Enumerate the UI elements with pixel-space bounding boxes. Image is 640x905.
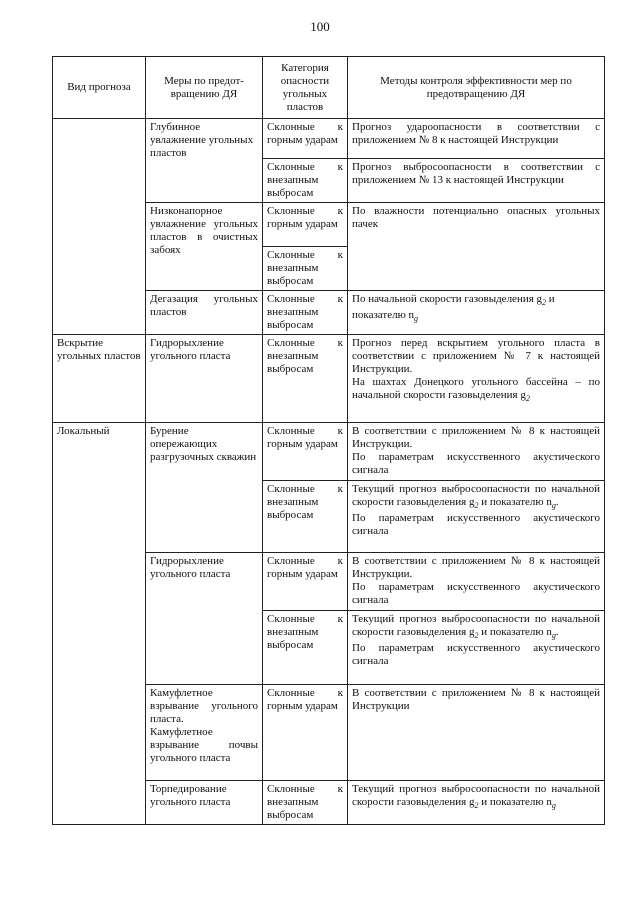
method-cell: По начальной скорости газовыделения $g_2$ и показателю $n_g$ [348, 291, 605, 335]
method-cell: Прогноз перед вскрытием угольного пласта в соответствии с приложением № 7 к настоящей Инструкции. На шахтах Донецкого угольного бассейна – по начальной скорости газовыделения $g_2$ [348, 335, 605, 423]
method-cell: Прогноз удароопасности в соответствии с приложением № 8 к настоящей Инструкции [348, 119, 605, 159]
category-cell: Склонные к внезапным выбросам [263, 611, 348, 685]
category-cell: Склонные к внезапным выбросам [263, 247, 348, 291]
header-forecast-type: Вид прогноза [53, 57, 146, 119]
method-cell: В соответствии с приложением № 8 к настоящей Инструкции. По параметрам искусственного акустического сигнала [348, 423, 605, 481]
category-cell: Склонные к внезапным выбросам [263, 159, 348, 203]
header-measures: Меры по предот-вращению ДЯ [146, 57, 263, 119]
measure-cell: Торпедирование угольного пласта [146, 781, 263, 825]
type-cell-empty [53, 119, 146, 335]
category-cell: Склонные к внезапным выбросам [263, 335, 348, 423]
category-cell: Склонные к горным ударам [263, 685, 348, 781]
category-cell: Склонные к внезапным выбросам [263, 291, 348, 335]
measure-cell: Камуфлетное взрывание угольного пласта. Камуфлетное взрывание почвы угольного пласта [146, 685, 263, 781]
forecast-table [52, 56, 605, 825]
measure-cell: Бурение опережающих разгрузочных скважин [146, 423, 263, 553]
header-category: Категория опасности угольных пластов [263, 57, 348, 119]
category-cell: Склонные к внезапным выбросам [263, 481, 348, 553]
table-row [53, 119, 605, 159]
method-cell: Текущий прогноз выбросоопасности по начальной скорости газовыделения $g_2$ и показателю $n_g$. По параметрам искусственного акустического сигнала [348, 611, 605, 685]
category-cell: Склонные к внезапным выбросам [263, 781, 348, 825]
method-cell: По влажности потенциально опасных угольных пачек [348, 203, 605, 291]
type-cell: Вскрытие угольных пластов [53, 335, 146, 423]
type-cell: Локальный [53, 423, 146, 825]
method-cell: В соответствии с приложением № 8 к настоящей Инструкции. По параметрам искусственного акустического сигнала [348, 553, 605, 611]
measure-cell: Гидрорыхление угольного пласта [146, 335, 263, 423]
method-cell: Текущий прогноз выбросоопасности по начальной скорости газовыделения $g_2$ и показателю $n_g$. По параметрам искусственного акустического сигнала [348, 481, 605, 553]
category-cell: Склонные к горным ударам [263, 423, 348, 481]
category-cell: Склонные к горным ударам [263, 553, 348, 611]
measure-cell: Низконапорное увлажнение угольных пластов в очистных забоях [146, 203, 263, 291]
page-number: 100 [310, 19, 330, 34]
measure-cell: Глубинное увлажнение угольных пластов [146, 119, 263, 203]
method-cell: В соответствии с приложением № 8 к настоящей Инструкции [348, 685, 605, 781]
header-methods: Методы контроля эффективности мер по предотвращению ДЯ [348, 57, 605, 119]
method-cell: Текущий прогноз выбросоопасности по начальной скорости газовыделения $g_2$ и показателю $n_g$ [348, 781, 605, 825]
table-row [53, 423, 605, 481]
category-cell: Склонные к горным ударам [263, 203, 348, 247]
table-row [53, 335, 605, 423]
method-cell: Прогноз выбросоопасности в соответствии с приложением № 13 к настоящей Инструкции [348, 159, 605, 203]
category-cell: Склонные к горным ударам [263, 119, 348, 159]
measure-cell: Дегазация угольных пластов [146, 291, 263, 335]
measure-cell: Гидрорыхление угольного пласта [146, 553, 263, 685]
